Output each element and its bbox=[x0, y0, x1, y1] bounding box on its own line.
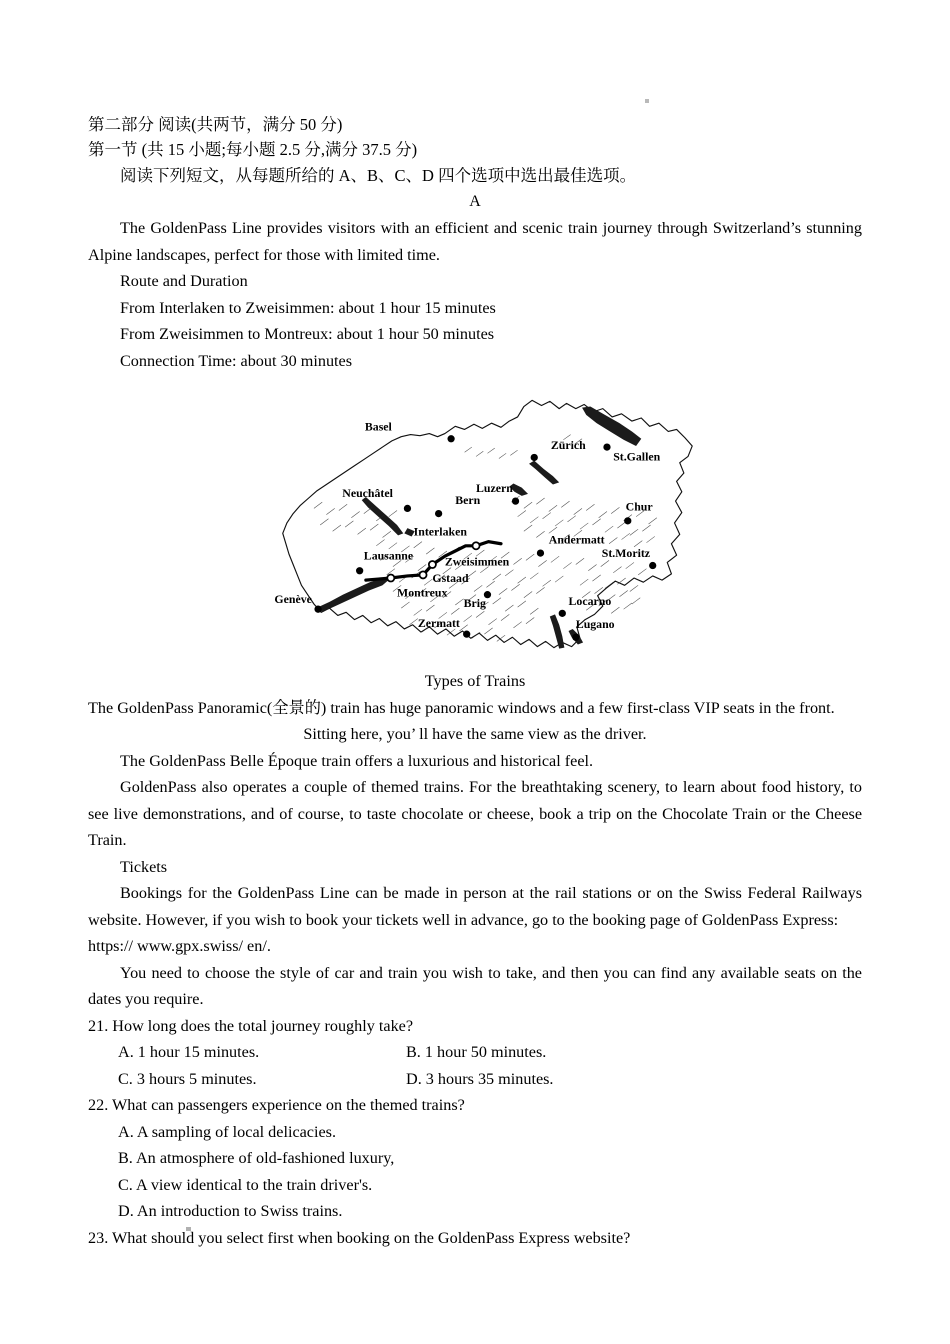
question-22-option-a[interactable]: A. A sampling of local delicacies. bbox=[118, 1122, 337, 1141]
map-marker-gen-ve bbox=[315, 606, 321, 612]
passage-label-a: A bbox=[469, 193, 481, 210]
map-marker-locarno bbox=[559, 610, 565, 616]
map-label-brig: Brig bbox=[463, 596, 486, 611]
map-marker-luzern bbox=[512, 498, 518, 504]
map-label-basel: Basel bbox=[364, 419, 392, 434]
map-label-andermatt: Andermatt bbox=[548, 532, 605, 547]
switzerland-map-figure bbox=[88, 392, 862, 657]
route-duration-heading: Route and Duration bbox=[120, 272, 248, 290]
choose-style-paragraph: You need to choose the style of car and train you wish to take, and then you can find any available seats on the dates you require. bbox=[88, 963, 862, 1008]
map-marker-st-gallen bbox=[604, 444, 610, 450]
map-marker-zermatt bbox=[463, 631, 469, 637]
map-marker-interlaken bbox=[473, 542, 480, 549]
question-21-option-d[interactable]: D. 3 hours 35 minutes. bbox=[406, 1069, 554, 1088]
question-21-option-c[interactable]: C. 3 hours 5 minutes. bbox=[118, 1069, 257, 1088]
map-marker-andermatt bbox=[537, 550, 543, 556]
map-label-bern: Bern bbox=[455, 493, 481, 508]
panoramic-train-line-2: Sitting here, you’ ll have the same view as the driver. bbox=[303, 725, 647, 743]
map-marker-lausanne bbox=[356, 568, 362, 574]
page-content bbox=[88, 112, 862, 1251]
question-23-prompt: 23. What should you select first when booking on the GoldenPass Express website? bbox=[88, 1228, 631, 1247]
passage-intro-paragraph: The GoldenPass Line provides visitors with an efficient and scenic train journey through Switzerland’s stunning Alpine landscapes, perfect for those with limited time. bbox=[88, 219, 862, 264]
route-line-3: Connection Time: about 30 minutes bbox=[120, 351, 353, 370]
map-label-luzern: Luzern bbox=[476, 480, 513, 495]
map-label-neuch-tel: Neuchâtel bbox=[342, 485, 393, 500]
question-21-option-a[interactable]: A. 1 hour 15 minutes. bbox=[118, 1043, 260, 1061]
map-marker-chur bbox=[625, 518, 631, 524]
map-marker-montreux bbox=[387, 574, 394, 581]
map-label-z-rich: Zürich bbox=[550, 438, 586, 453]
map-label-montreux: Montreux bbox=[397, 585, 448, 600]
question-21-options-row-2 bbox=[88, 1066, 862, 1093]
scan-artifact-top bbox=[645, 99, 649, 103]
map-marker-zweisimmen bbox=[429, 561, 436, 568]
map-label-zweisimmen: Zweisimmen bbox=[444, 554, 510, 569]
map-label-interlaken: Interlaken bbox=[413, 524, 467, 539]
map-marker-st-moritz bbox=[649, 562, 655, 568]
map-label-st-moritz: St.Moritz bbox=[601, 546, 651, 561]
map-marker-gstaad bbox=[420, 571, 427, 578]
question-22-prompt: 22. What can passengers experience on the themed trains? bbox=[88, 1096, 465, 1114]
exam-section-heading: 第一节 (共 15 小题;每小题 2.5 分,满分 37.5 分) bbox=[88, 140, 418, 159]
route-line-1: From Interlaken to Zweisimmen: about 1 hour 15 minutes bbox=[120, 298, 496, 317]
exam-instruction: 阅读下列短文，从每题所给的 A、B、C、D 四个选项中选出最佳选项。 bbox=[120, 166, 637, 185]
map-label-gen-ve: Genève bbox=[274, 591, 312, 606]
question-21-prompt: 21. How long does the total journey roughly take? bbox=[88, 1016, 414, 1035]
map-marker-neuch-tel bbox=[404, 505, 410, 511]
switzerland-map-svg bbox=[240, 392, 710, 657]
map-marker-basel bbox=[448, 436, 454, 442]
tickets-heading: Tickets bbox=[120, 857, 168, 876]
themed-trains-paragraph: GoldenPass also operates a couple of themed trains. For the breathtaking scenery, to learn about food history, to see live demonstrations, and of course, to taste chocolate or cheese, book a trip on the Chocolate Train or the Cheese Train. bbox=[88, 778, 862, 849]
belle-epoque-line: The GoldenPass Belle Époque train offers a luxurious and historical feel. bbox=[120, 751, 594, 770]
types-of-trains-heading: Types of Trains bbox=[424, 672, 526, 690]
panoramic-train-line: The GoldenPass Panoramic(全景的) train has huge panoramic windows and a few first-class VIP seats in the front. bbox=[88, 698, 835, 717]
map-marker-bern bbox=[435, 510, 441, 516]
question-22-option-d[interactable]: D. An introduction to Swiss trains. bbox=[118, 1202, 343, 1220]
question-21-options-row-1 bbox=[88, 1039, 862, 1066]
map-label-locarno: Locarno bbox=[568, 594, 612, 609]
tickets-paragraph: Bookings for the GoldenPass Line can be made in person at the rail stations or on the Swiss Federal Railways website. However, if you wish to book your tickets well in advance, go to the booking page of GoldenPass Express: bbox=[88, 884, 862, 929]
map-label-st-gallen: St.Gallen bbox=[613, 449, 661, 464]
map-marker-z-rich bbox=[531, 454, 537, 460]
goldenpass-express-url[interactable]: https:// www.gpx.swiss/ en/. bbox=[88, 937, 271, 955]
map-marker-lugano bbox=[573, 634, 579, 640]
map-label-lausanne: Lausanne bbox=[363, 548, 414, 563]
map-label-chur: Chur bbox=[625, 499, 653, 514]
map-label-lugano: Lugano bbox=[575, 616, 615, 631]
exam-part-heading: 第二部分 阅读(共两节，满分 50 分) bbox=[88, 115, 343, 134]
question-21-option-b[interactable]: B. 1 hour 50 minutes. bbox=[406, 1043, 547, 1061]
route-line-2: From Zweisimmen to Montreux: about 1 hour 50 minutes bbox=[120, 325, 495, 343]
question-22-option-b[interactable]: B. An atmosphere of old-fashioned luxury, bbox=[118, 1149, 395, 1167]
question-22-option-c[interactable]: C. A view identical to the train driver's. bbox=[118, 1175, 373, 1194]
map-label-gstaad: Gstaad bbox=[432, 571, 469, 586]
map-label-zermatt: Zermatt bbox=[417, 615, 460, 630]
